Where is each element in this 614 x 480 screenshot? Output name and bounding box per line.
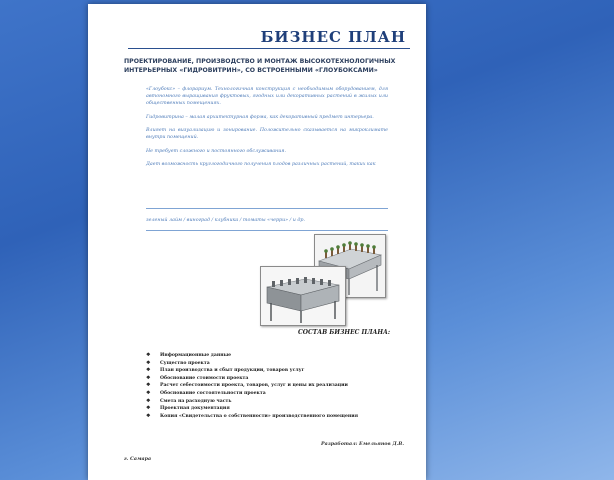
crops-list: зеленый лайм / виноград / клубника / томаты «черри» / и др. — [146, 218, 306, 223]
list-item-label: Смета на расходную часть — [160, 398, 232, 404]
list-item-label: Существо проекта — [160, 360, 210, 366]
diamond-bullet-icon: ❖ — [146, 382, 151, 389]
list-item — [146, 390, 406, 398]
project-description — [146, 86, 388, 175]
composition-title: СОСТАВ БИЗНЕС ПЛАНА: — [298, 329, 391, 336]
glowbox-photo — [260, 266, 346, 326]
diamond-bullet-icon: ❖ — [146, 389, 151, 396]
author-signature: Разработал: Емельянов Д.В. — [321, 441, 404, 447]
list-item — [146, 398, 406, 406]
list-item-label: Обоснование состоятельности проекта — [160, 390, 266, 396]
description-paragraph: Дает возможность круглогодичного получения плодов различных растений, таких как — [146, 162, 376, 167]
document-page — [88, 4, 426, 480]
crops-divider — [146, 230, 388, 231]
document-subtitle: ПРОЕКТИРОВАНИЕ, ПРОИЗВОДСТВО И МОНТАЖ ВЫСОКОТЕХНОЛОГИЧНЫХ ИНТЕРЬЕРНЫХ «ГИДРОВИТРИН», СО ВСТРОЕННЫМИ «ГЛОУБОКСАМИ» — [124, 58, 396, 74]
list-item — [146, 352, 406, 360]
list-item — [146, 360, 406, 368]
document-title: БИЗНЕС ПЛАН — [260, 28, 406, 46]
diamond-bullet-icon: ❖ — [146, 405, 151, 412]
list-item-label: Расчет себестоимости проекта, товаров, услуг и цены их реализации — [160, 383, 348, 389]
description-divider — [146, 208, 388, 209]
diamond-bullet-icon: ❖ — [146, 397, 151, 404]
list-item-label: Информационные данные — [160, 353, 232, 358]
glowbox-image — [261, 267, 345, 325]
city-label: г. Самара — [124, 456, 152, 462]
description-paragraph: Не требует сложного и постоянного обслуживания. — [146, 148, 287, 154]
list-item — [146, 405, 406, 413]
list-item-label: План производства и сбыт продукции, товаров услуг — [160, 368, 305, 374]
diamond-bullet-icon: ❖ — [146, 367, 151, 374]
list-item — [146, 367, 406, 375]
list-item — [146, 375, 406, 383]
title-divider — [128, 48, 410, 49]
list-item — [146, 382, 406, 390]
list-item-label: Обоснование стоимости проекта — [160, 375, 249, 381]
list-item — [146, 413, 406, 421]
diamond-bullet-icon: ❖ — [146, 352, 151, 358]
description-paragraph: Влияет на визуализацию и зонирование. Положительно сказывается на микроклимате внутри помещений. — [146, 128, 388, 140]
diamond-bullet-icon: ❖ — [146, 359, 151, 366]
list-item-label: Копия «Свидетельства о собственности» производственного помещения — [160, 413, 359, 419]
diamond-bullet-icon: ❖ — [146, 374, 151, 381]
list-item-label: Проектная документация — [160, 406, 230, 412]
diamond-bullet-icon: ❖ — [146, 412, 151, 419]
composition-list — [146, 352, 406, 420]
description-paragraph: Гидровитрина – малая архитектурная форма, как декоративный предмет интерьера. — [146, 114, 374, 120]
description-paragraph: «Глоубокс» – флорариум. Технологичная конструкция с необходимым оборудованием, для автономного выращивания фруктовых, ягодных или декоративных растений в жилых или общественных помещениях. — [146, 87, 388, 106]
